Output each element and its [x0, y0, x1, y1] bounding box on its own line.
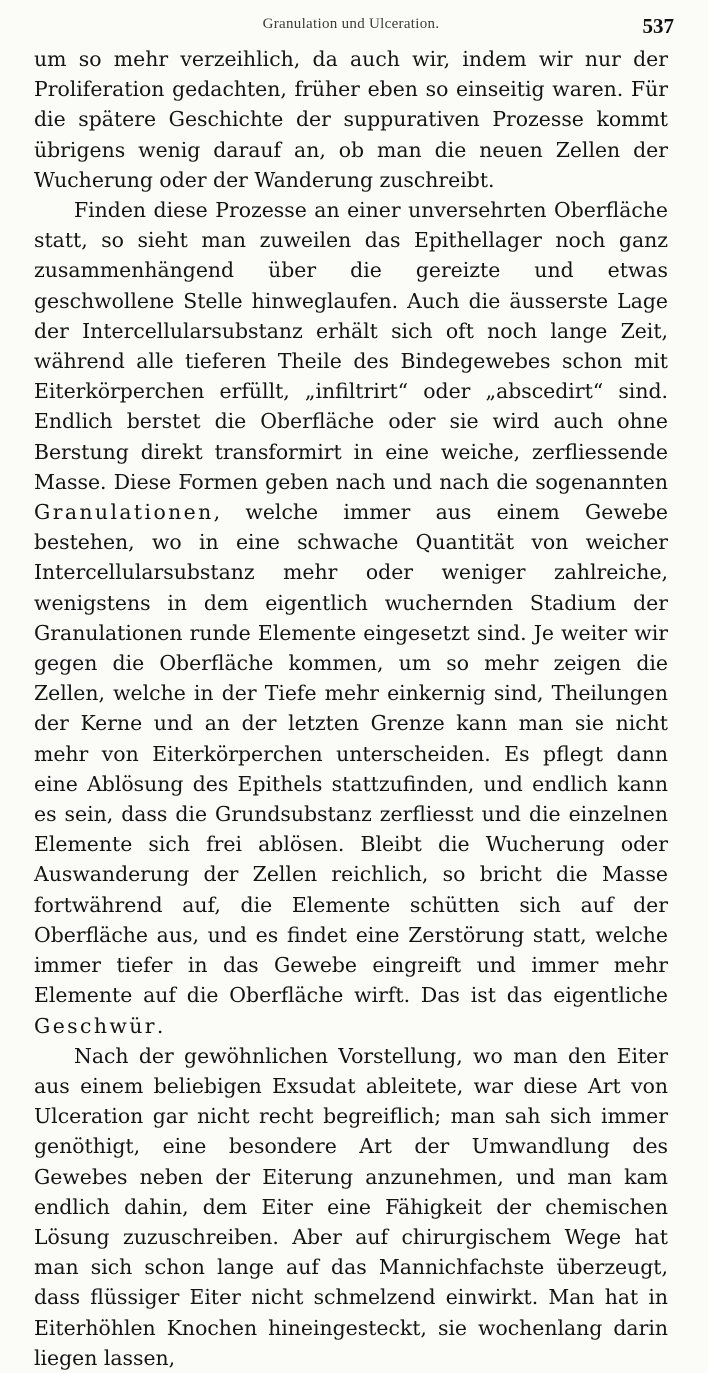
page-header — [34, 10, 674, 44]
page-number: 537 — [642, 14, 674, 38]
paragraph-2-part-a: Finden diese Prozesse an einer unversehrten Oberfläche statt, so sieht man zuweilen das Epithellager noch ganz zusammenhängend über die gereizte und etwas geschwollene Stelle hinweglaufen. Auch die äusserste Lage der Intercellularsubstanz erhält sich oft noch lange Zeit, während alle tieferen Theile des Bindegewebes schon mit Eiterkörperchen erfüllt, „infiltrirt“ oder „abscedirt“ sind. Endlich berstet die Oberfläche oder sie wird auch ohne Berstung direkt transformirt in eine weiche, zerfliessende Masse. Diese Formen geben nach und nach die sogenannten — [34, 198, 668, 494]
paragraph-2 — [34, 195, 668, 1041]
paragraph-2-part-c: . — [156, 1013, 164, 1038]
term-granulationen: Granulationen — [34, 500, 214, 525]
body-text — [34, 44, 668, 1373]
term-geschwuer: Geschwür — [34, 1013, 157, 1038]
paragraph-2-part-b: , welche immer aus einem Gewebe bestehen, wo in eine schwache Quantität von weicher Intercellularsubstanz mehr oder weniger zahlreiche, wenigstens in dem eigentlich wuchernden Stadium der Granulationen runde Elemente eingesetzt sind. Je weiter wir gegen die Oberfläche kommen, um so mehr zeigen die Zellen, welche in der Tiefe mehr einkernig sind, Theilungen der Kerne und an der letzten Grenze kann man sie nicht mehr von Eiterkörperchen unterscheiden. Es pflegt dann eine Ablösung des Epithels stattzufinden, und endlich kann es sein, dass die Grundsubstanz zerfliesst und die einzelnen Elemente sich frei ablösen. Bleibt die Wucherung oder Auswanderung der Zellen reichlich, so bricht die Masse fortwährend auf, die Elemente schütten sich auf der Oberfläche aus, und es findet eine Zerstörung statt, welche immer tiefer in das Gewebe eingreift und immer mehr Elemente auf die Oberfläche wirft. Das ist das eigentliche — [34, 500, 668, 1008]
paragraph-3: Nach der gewöhnlichen Vorstellung, wo man den Eiter aus einem beliebigen Exsudat ableitete, war diese Art von Ulceration gar nicht recht begreiflich; man sah sich immer genöthigt, eine besondere Art der Umwandlung des Gewebes neben der Eiterung anzunehmen, und man kam endlich dahin, dem Eiter eine Fähigkeit der chemischen Lösung zuzuschreiben. Aber auf chirurgischem Wege hat man sich schon lange auf das Mannichfachste überzeugt, dass flüssiger Eiter nicht schmelzend einwirkt. Man hat in Eiterhöhlen Knochen hineingesteckt, sie wochenlang darin liegen lassen, — [34, 1043, 668, 1370]
running-title: Granulation und Ulceration. — [262, 16, 440, 32]
paragraph-1: um so mehr verzeihlich, da auch wir, indem wir nur der Proliferation gedachten, früher eben so einseitig waren. Für die spätere Geschichte der suppurativen Prozesse kommt übrigens wenig darauf an, ob man die neuen Zellen der Wucherung oder der Wanderung zuschreibt. — [34, 47, 668, 192]
